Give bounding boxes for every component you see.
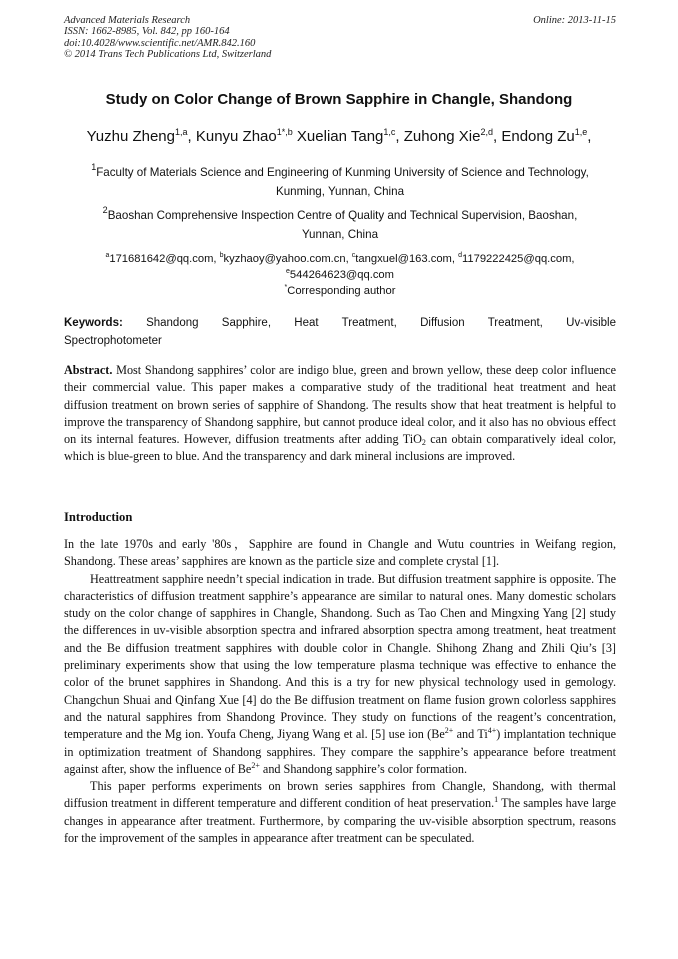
abstract bbox=[64, 362, 616, 466]
author-name: Xuelian Tang bbox=[296, 128, 384, 145]
author-sup: 1*,b bbox=[276, 127, 293, 137]
author-name: Endong Zu bbox=[501, 128, 575, 145]
author-name: Zuhong Xie bbox=[403, 128, 481, 145]
author-sup: 1,c bbox=[383, 127, 396, 137]
journal-copyright: © 2014 Trans Tech Publications Ltd, Switzerland bbox=[64, 49, 272, 61]
author-sep: , bbox=[187, 128, 196, 145]
email-link[interactable]: tangxuel@163.com, bbox=[355, 253, 459, 265]
abstract-label: Abstract. bbox=[64, 363, 113, 377]
paragraph: In the late 1970s and early '80s，Sapphire are found in Changle and Wutu countries in Weifang region, Shandong. These areas’ sapphires are known as the particle size and complete crystal [1]. bbox=[64, 537, 616, 569]
keyword: Shandong bbox=[146, 317, 199, 329]
affiliation-line: Baoshan Comprehensive Inspection Centre of Quality and Technical Supervision, Baoshan, bbox=[107, 209, 578, 222]
affiliation-sup: 2 bbox=[102, 205, 108, 215]
journal-issn: ISSN: 1662-8985, Vol. 842, pp 160-164 bbox=[64, 26, 230, 38]
keyword: Treatment, bbox=[341, 317, 397, 329]
corresponding-note: Corresponding author bbox=[287, 285, 396, 297]
email-link[interactable]: 544264623@qq.com bbox=[289, 269, 394, 281]
keywords-line bbox=[64, 314, 616, 332]
section-heading: Introduction bbox=[64, 510, 133, 524]
paragraph: Heattreatment sapphire needn’t special indication in trade. But diffusion treatment sapphire is opposite. The characteristics of diffusion treatment sapphire’s appearance are similar to natural ones. Many domestic scholars study on the color change of sapphires in Changle, Shandong. Such as Tao Chen and Mingxing Yang [2] study the differences in uv-visible absorption spectra and infrared absorption spectra among treatment, heat treatment and the Be diffusion treatment sapphires with double color in Changle. Shihong Zhang and Zhili Qiu’s [3] preliminary experiments show that using the low temperature plasma technique was effective to enhance the color of the brunet sapphires in Shandong. And this is a try for new physical technology used in gemology. Changchun Shuai and Qinfang Xue [4] do the Be diffusion treatment on flame fusion grown colorless sapphires and the natural sapphires from Shandong Province. They study on functions of the reagent’s concentration, temperature and the Mg ion. Youfa Cheng, Jiyang Wang et al. [5] use ion ($Be^{2+}$ and $Ti^{4+}$) implantation technique in optimization treatment of Shandong sapphires. They compare the sapphire’s appearance before treatment against after, show the influence of $Be^{2+}$ and Shandong sapphire’s color formation. bbox=[64, 571, 616, 776]
abstract-text: can obtain comparatively ideal color, which is blue-green to blue. And the transparency and dark mineral inclusions are improved. bbox=[64, 432, 616, 464]
keyword: Uv-visible bbox=[566, 317, 616, 329]
author-sep: , bbox=[493, 128, 502, 145]
affiliation-line: Faculty of Materials Science and Engineering of Kunming University of Science and Technology, bbox=[96, 166, 589, 179]
journal-header bbox=[64, 15, 616, 61]
abstract-text: Most Shandong sapphires’ color are indigo blue, green and brown yellow, these deep color influence their commercial value. This paper makes a comparative study of the traditional heat treatment and heat diffusion treatment on brown series of sapphire of Shandong. The results show that heat treatment is helpful to improve the transparency of Shandong sapphire, but cannot produce ideal color, and it also has no obvious effect on its internal features. However, diffusion treatments after adding TiO bbox=[64, 363, 616, 447]
author-name: Kunyu Zhao bbox=[195, 128, 277, 145]
author-sup: 1,a bbox=[174, 127, 188, 137]
affiliation-sup: 1 bbox=[91, 162, 97, 172]
abstract-subscript: 2 bbox=[421, 438, 426, 448]
author-sep: , bbox=[587, 128, 592, 145]
keyword: Sapphire, bbox=[221, 317, 272, 329]
keyword: Treatment, bbox=[487, 317, 543, 329]
affiliation-line: Yunnan, China bbox=[301, 228, 379, 241]
journal-name: Advanced Materials Research bbox=[64, 15, 191, 26]
author-sup: 1,e bbox=[574, 127, 588, 137]
introduction-body bbox=[64, 536, 616, 847]
author-list bbox=[0, 128, 678, 145]
keyword: Diffusion bbox=[420, 317, 465, 329]
email-link[interactable]: 1179222425@qq.com, bbox=[461, 253, 575, 265]
paragraph: This paper performs experiments on brown series sapphires from Changle, Shandong, with thermal diffusion treatment in different temperature and different condition of heat preservation.$^1$ The samples have large changes in appearance after treatment. Furthermore, by comparing the uv-visible absorption spectrum, reasons for the improvement of the samples in appearance after treatment can be speculated. bbox=[64, 779, 616, 846]
author-sep: , bbox=[395, 128, 404, 145]
email-link[interactable]: 171681642@qq.com, bbox=[109, 253, 220, 265]
keyword: Heat bbox=[294, 317, 319, 329]
author-name: Yuzhu Zheng bbox=[86, 128, 175, 145]
journal-doi: doi:10.4028/www.scientific.net/AMR.842.160 bbox=[64, 37, 256, 49]
affiliation-line: Kunming, Yunnan, China bbox=[275, 185, 405, 198]
corresponding-sup: * bbox=[284, 284, 288, 291]
keywords-label: Keywords: bbox=[64, 317, 123, 329]
paper-title: Study on Color Change of Brown Sapphire in Changle, Shandong bbox=[105, 91, 573, 108]
keyword: Spectrophotometer bbox=[64, 335, 162, 347]
affiliation-2 bbox=[64, 206, 616, 244]
affiliation-1 bbox=[64, 163, 616, 201]
email-link[interactable]: kyzhaoy@yahoo.com.cn, bbox=[223, 253, 352, 265]
author-sup: 2,d bbox=[480, 127, 493, 137]
email-block: $^a$171681642@qq.com, $^b$kyzhaoy@yahoo.com.cn, $^c$tangxuel@163.com, $^d$1179222425@qq.com, $^e$544264623@qq.com *Corresponding author bbox=[105, 252, 575, 297]
online-date: Online: 2013-11-15 bbox=[533, 15, 616, 26]
